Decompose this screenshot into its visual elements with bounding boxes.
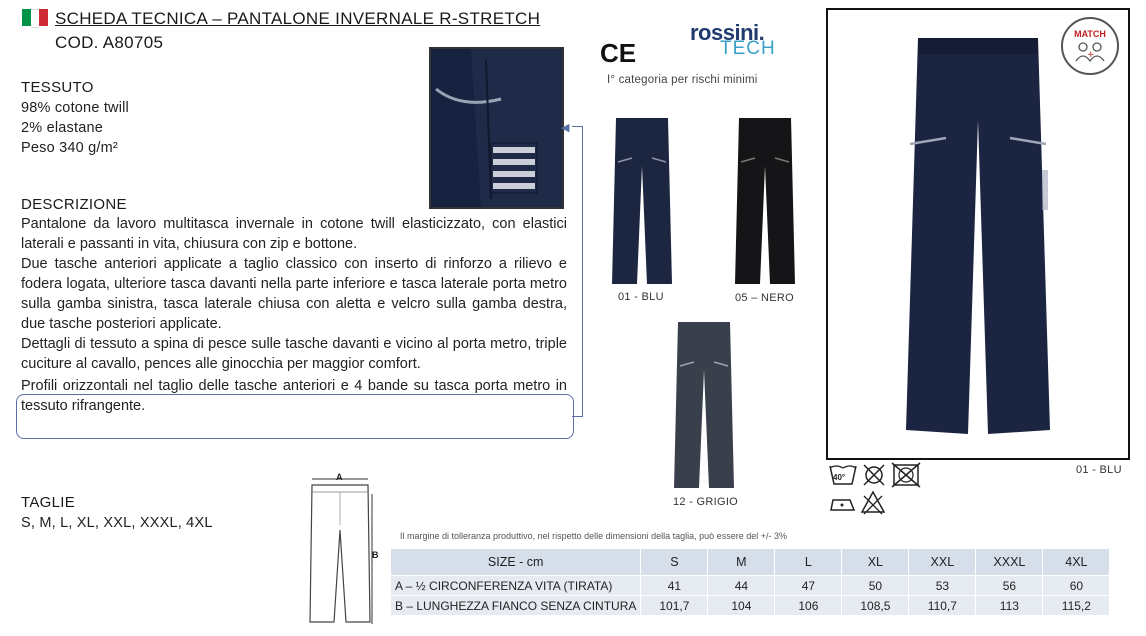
fabric-line: Peso 340 g/m² — [21, 140, 118, 156]
diagram-label-a: A — [336, 472, 343, 482]
table-header-cell: 4XL — [1043, 549, 1110, 576]
match-badge-icon — [1061, 17, 1119, 75]
table-cell: 110,7 — [909, 596, 976, 616]
diagram-label-b: B — [372, 550, 379, 560]
main-image-caption: 01 - BLU — [1076, 464, 1122, 476]
arrow-left-icon: ◀ — [561, 122, 570, 134]
description-highlight: Profili orizzontali nel taglio delle tasche anteriori e 4 bande su tasca porta metro in tessuto rifrangente. — [21, 378, 567, 414]
table-row — [391, 596, 1110, 616]
care-symbols — [828, 462, 928, 523]
description-paragraph: Dettagli di tessuto a spina di pesce sulle tasche davanti e vicino al porta metro, triple cuciture al cavallo, pences alle ginocchia per maggior comfort. — [21, 336, 567, 372]
match-badge-label: MATCH — [1074, 29, 1106, 39]
table-cell: 60 — [1043, 576, 1110, 596]
table-header-row — [391, 549, 1110, 576]
table-cell: 50 — [842, 576, 909, 596]
tolerance-note: Il margine di tolleranza produttivo, nel rispetto delle dimensioni della taglia, può essere del +/- 3% — [400, 531, 787, 541]
table-header-cell: XXXL — [976, 549, 1043, 576]
table-header-cell: XL — [842, 549, 909, 576]
variant-image-grey — [672, 320, 736, 497]
fabric-line: 98% cotone twill — [21, 100, 129, 116]
table-cell: 41 — [641, 576, 708, 596]
highlight-connector — [572, 126, 583, 417]
protection-category: I° categoria per rischi minimi — [607, 74, 758, 86]
ce-mark-icon: CE — [600, 38, 637, 68]
variant-image-black — [733, 116, 797, 293]
sizes-heading: TAGLIE — [21, 494, 76, 511]
table-row — [391, 576, 1110, 596]
description-paragraph: Due tasche anteriori applicate a taglio classico con inserto di rinforzo a rilievo e fodera logata, ulteriore tasca davanti nella parte inferiore e tasca laterale porta metro sulla gamba sinistra, tasca laterale chiusa con aletta e velcro sulla gamba destra, due tasche posteriori applicate. — [21, 256, 567, 332]
variant-caption: 12 - GRIGIO — [673, 496, 739, 508]
product-code: COD. A80705 — [55, 33, 164, 52]
table-cell: 108,5 — [842, 596, 909, 616]
highlight-frame — [16, 394, 574, 439]
wash-temp-label: 40° — [833, 473, 846, 482]
table-header-cell: S — [641, 549, 708, 576]
table-cell: 53 — [909, 576, 976, 596]
table-header-cell: SIZE - cm — [391, 549, 641, 576]
table-header-cell: M — [708, 549, 775, 576]
table-cell: 44 — [708, 576, 775, 596]
table-cell: 104 — [708, 596, 775, 616]
table-cell: 113 — [976, 596, 1043, 616]
table-cell: 56 — [976, 576, 1043, 596]
italy-flag-icon — [22, 9, 48, 26]
description-heading: DESCRIZIONE — [21, 196, 127, 213]
table-cell: 106 — [775, 596, 842, 616]
page-title: SCHEDA TECNICA – PANTALONE INVERNALE R-STRETCH — [55, 9, 541, 28]
brand-logo-sub: TECH — [720, 38, 776, 59]
variant-caption: 01 - BLU — [618, 291, 664, 303]
reflective-pocket-detail-image — [429, 47, 564, 209]
table-cell: 101,7 — [641, 596, 708, 616]
table-header-cell: XXL — [909, 549, 976, 576]
svg-text:+: + — [1087, 50, 1095, 60]
size-table — [390, 548, 1110, 616]
main-product-image — [826, 8, 1130, 460]
brand-logo: rossini. — [690, 20, 765, 45]
table-cell: 47 — [775, 576, 842, 596]
description-paragraph: Pantalone da lavoro multitasca invernale in cotone twill elasticizzato, con elastici laterali e passanti in vita, chiusura con zip e bottone. — [21, 216, 567, 252]
table-cell: 115,2 — [1043, 596, 1110, 616]
table-cell: B – LUNGHEZZA FIANCO SENZA CINTURA — [391, 596, 641, 616]
table-header-cell: L — [775, 549, 842, 576]
fabric-heading: TESSUTO — [21, 79, 94, 96]
sizes-list: S, M, L, XL, XXL, XXXL, 4XL — [21, 515, 213, 531]
variant-image-blue — [610, 116, 674, 293]
table-cell: A – ½ CIRCONFERENZA VITA (TIRATA) — [391, 576, 641, 596]
variant-caption: 05 – NERO — [735, 292, 794, 304]
fabric-line: 2% elastane — [21, 120, 104, 136]
description-body — [21, 214, 567, 416]
